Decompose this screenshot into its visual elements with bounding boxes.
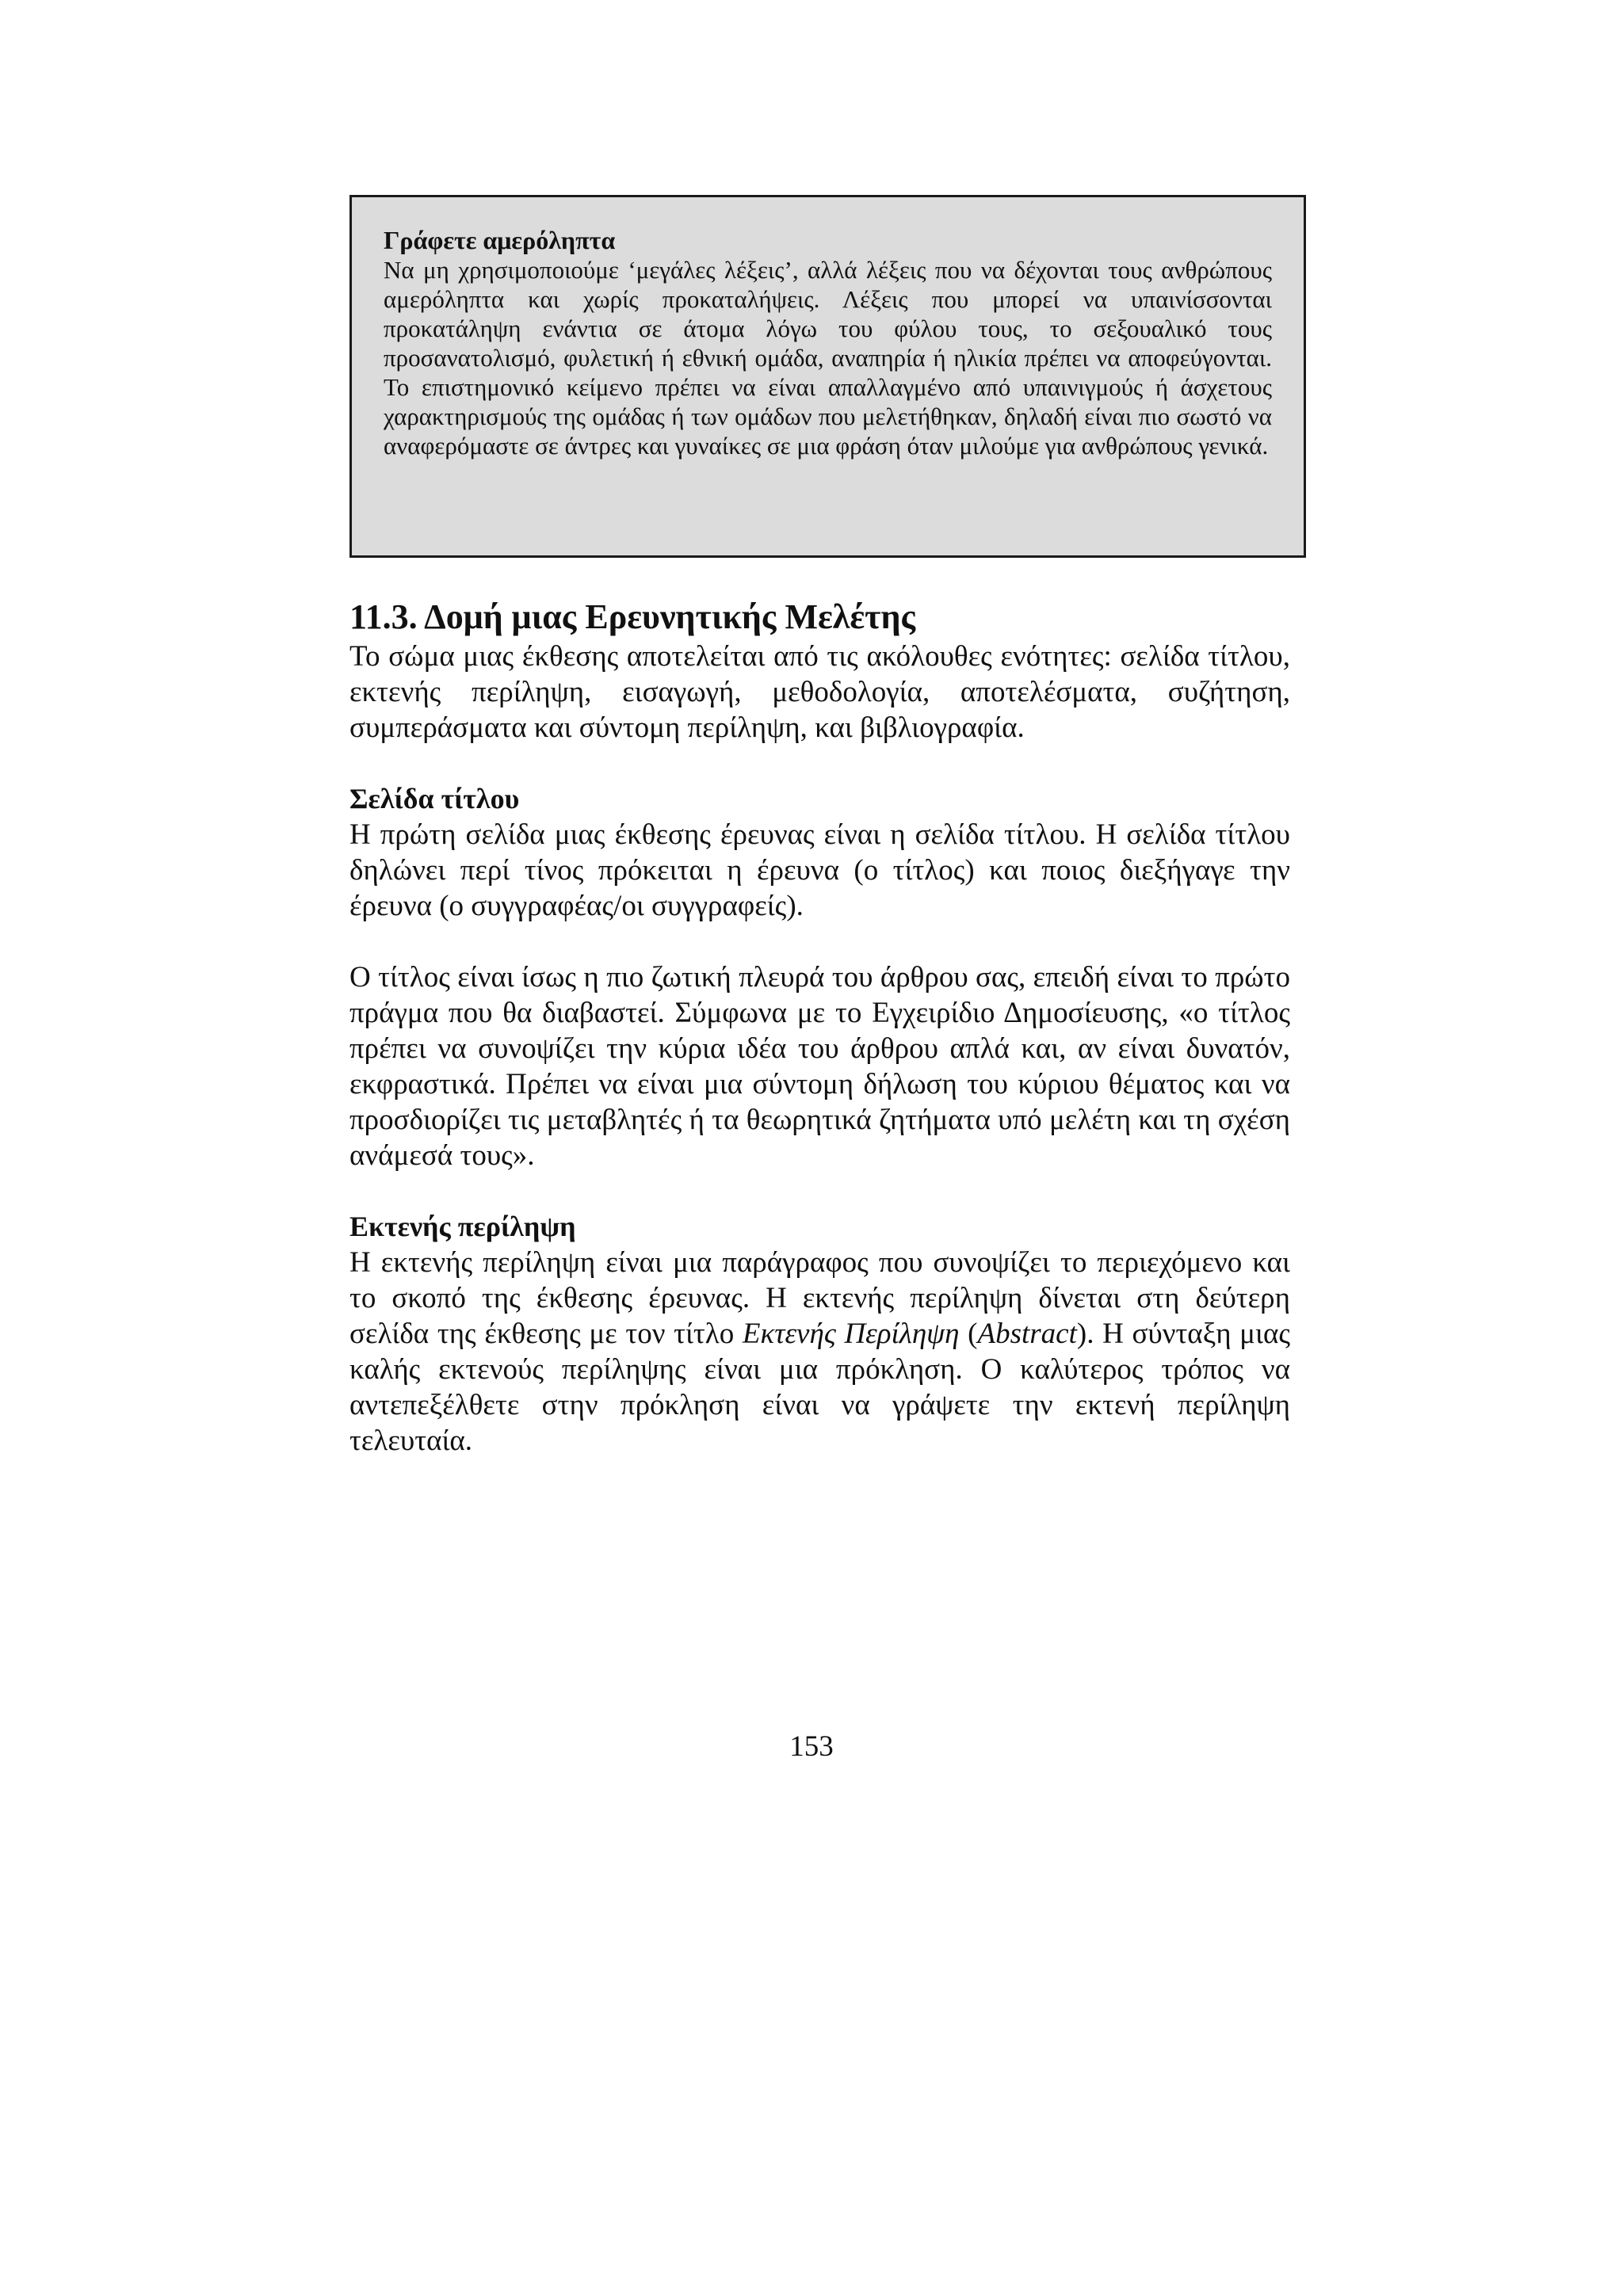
- paragraph-gap: [349, 1173, 1290, 1209]
- note-box-title: Γράφετε αμερόληπτα: [384, 226, 616, 254]
- abstract-text-paren: (: [959, 1318, 978, 1350]
- page-number: 153: [789, 1730, 834, 1763]
- title-page-heading: Σελίδα τίτλου: [349, 783, 520, 814]
- section-intro-paragraph: Το σώμα μιας έκθεσης αποτελείται από τις ακόλουθες ενότητες: σελίδα τίτλου, εκτενής περίληψη, εισαγωγή, μεθοδολογία, αποτελέσματα, συζήτηση, συμπεράσματα και σύντομη περίληψη, και βιβλιογραφία.: [349, 640, 1290, 744]
- abstract-text-part-1: Η εκτενής περίληψη είναι μια παράγραφος που συνοψίζει το περιεχόμενο και το σκοπό της έκθεσης έρευνας. Η εκτενής περίληψη δίνεται στη δεύτερη σελίδα της έκθεσης με τον τίτλο: [349, 1246, 1290, 1350]
- title-page-paragraph-1: Η πρώτη σελίδα μιας έκθεσης έρευνας είναι η σελίδα τίτλου. Η σελίδα τίτλου δηλώνει περί τίνος πρόκειται η έρευνα (ο τίτλος) και ποιος διεξήγαγε την έρευνα (ο συγγραφέας/οι συγγραφείς).: [349, 818, 1290, 922]
- paragraph-gap: [349, 746, 1290, 781]
- note-box-text: Να μη χρησιμοποιούμε ‘μεγάλες λέξεις’, αλλά λέξεις που να δέχονται τους ανθρώπους αμερόληπτα και χωρίς προκαταλήψεις. Λέξεις που μπορεί να υπαινίσσονται προκατάληψη ενάντια σε άτομα λόγω του φύλου τους, το σεξουαλικό τους προσανατολισμό, φυλετική ή εθνική ομάδα, αναπηρία ή ηλικία πρέπει να αποφεύγονται. Το επιστημονικό κείμενο πρέπει να είναι απαλλαγμένο από υπαινιγμούς ή άσχετους χαρακτηρισμούς της ομάδας ή των ομάδων που μελετήθηκαν, δηλαδή είναι πιο σωστό να αναφερόμαστε σε άντρες και γυναίκες σε μια φράση όταν μιλούμε για ανθρώπους γενικά.: [384, 256, 1272, 460]
- abstract-italic-english: Abstract: [977, 1318, 1077, 1350]
- note-box: [349, 195, 1306, 558]
- abstract-paragraph: [349, 1245, 1290, 1459]
- title-page-paragraph-2: Ο τίτλος είναι ίσως η πιο ζωτική πλευρά του άρθρου σας, επειδή είναι το πρώτο πράγμα που θα διαβαστεί. Σύμφωνα με το Εγχειρίδιο Δημοσίευσης, «ο τίτλος πρέπει να συνοψίζει την κύρια ιδέα του άρθρου απλά και, αν είναι δυνατόν, εκφραστικά. Πρέπει να είναι μια σύντομη δήλωση του κύριου θέματος και να προσδιορίζει τις μεταβλητές ή τα θεωρητικά ζητήματα υπό μελέτη και τη σχέση ανάμεσά τους».: [349, 961, 1290, 1172]
- paragraph-gap: [349, 924, 1290, 959]
- abstract-text-part-2: ). Η σύνταξη μιας καλής εκτενούς περίληψης είναι μια πρόκληση. Ο καλύτερος τρόπος να αντεπεξέλθετε στην πρόκληση είναι να γράψετε την εκτενή περίληψη τελευταία.: [349, 1318, 1291, 1457]
- abstract-heading: Εκτενής περίληψη: [349, 1211, 576, 1242]
- section-heading: 11.3. Δομή μιας Ερευνητικής Μελέτης: [349, 597, 916, 636]
- main-content: [349, 596, 1290, 1459]
- abstract-italic-title: Εκτενής Περίληψη: [742, 1318, 960, 1350]
